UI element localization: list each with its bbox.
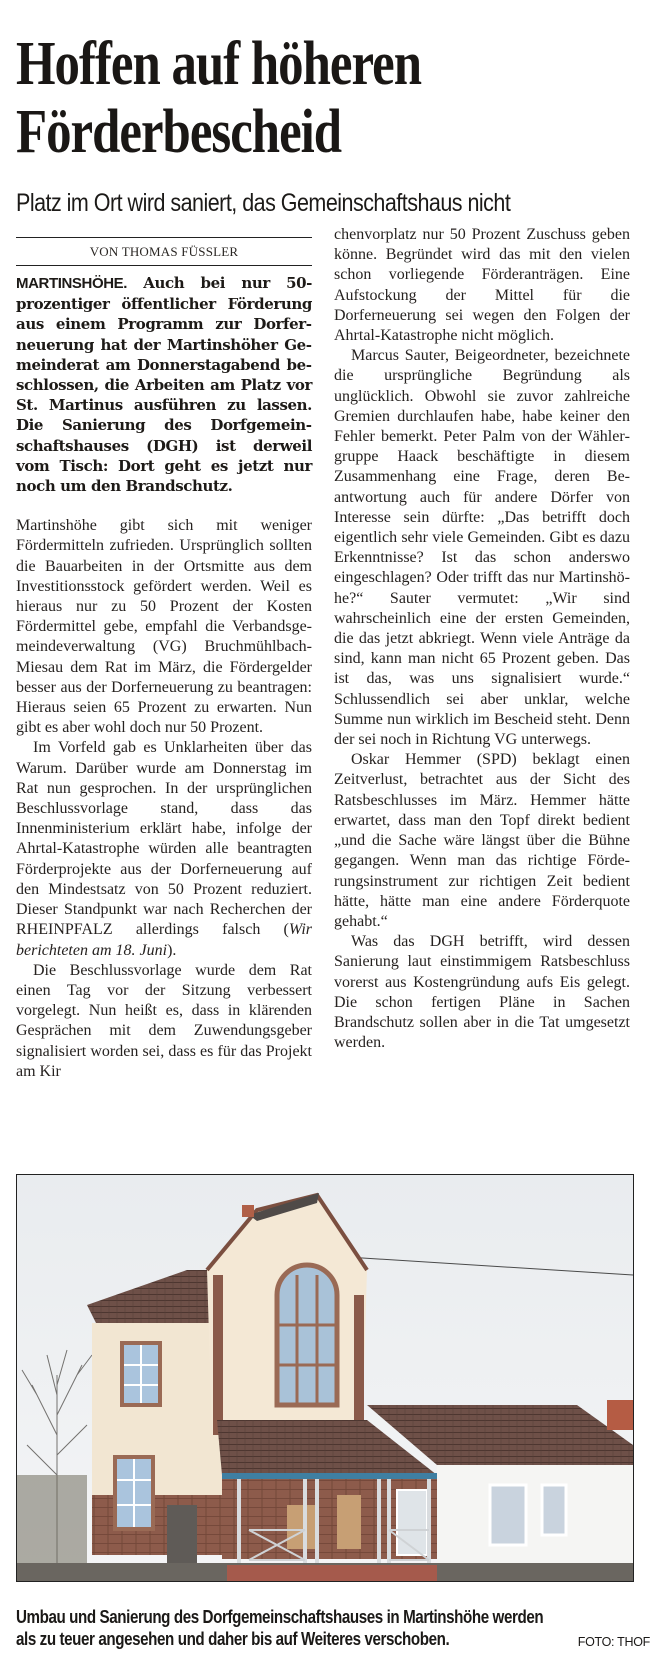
chimney — [242, 1205, 254, 1217]
article-column-1 — [16, 273, 312, 1082]
body-paragraph: chenvorplatz nur 50 Prozent Zuschuss geben könne. Begründet wird das mit den vielen schon vorliegende Förderanträgen. Eine Aufstockung der Mittel für die Dorferneuerung sei wegen den Folgen der Ahrtal-Katastrophe nicht möglich. — [334, 226, 630, 345]
caption-line-1: Umbau und Sanierung des Dorfgemeinschaftshauses in Martinshöhe werden — [16, 1606, 544, 1627]
body-paragraph — [16, 738, 312, 960]
body-paragraph-text: Im Vorfeld gab es Unklarheiten über das Warum. Darüber wurde am Donnerstag im Rat nun gesprochen. In der ursprünglichen Beschlussvorlage stand, dass das Innenministerium erklärt habe, infolge der Ahrtal-Katastrophe würden alle beantragten Förderprojekte aus der Dorferneuerung auf den Mindestsatz von 50 Prozent reduziert. Dieser Standpunkt war nach Recherchen der RHEINPFALZ allerdings falsch ( — [16, 739, 312, 939]
body-paragraph: Marcus Sauter, Beigeordneter, bezeichnete die ursprüngliche Begründung als unglücklich. Obwohl sie zuvor zahlreiche Gremien durchlaufen habe, habe keiner den Fehler bemerkt. Peter Palm von der Wählergruppe Haack beschäftigte in diesem Zusammenhang eine Frage, deren Beantwortung auch für andere Dörfer von Interesse sein dürfte: „Das betrifft doch eigentlich sehr viele Gemeinden. Gibt es dazu Erkenntnisse? Ist das schon anderswo eingeschlagen? Oder trifft das nur Martinshöhe?“ Sauter vermutet: „Wir sind wahrscheinlich eine der ersten Gemeinden, die das jetzt abkriegt. Wenn viele Anträge da sind, kann man nicht 65 Prozent geben. Das ist das, was uns signalisiert wurde.“ Schlussendlich sei aber unklar, welche Summe nun wirklich im Bescheid steht. Denn der sei noch in Richtung VG unterwegs. — [334, 347, 630, 749]
entrance-door — [397, 1490, 427, 1555]
caption-line-2: als zu teuer angesehen und daher bis auf Weiteres verschoben. — [16, 1628, 450, 1649]
dateline: MARTINSHÖHE. — [16, 275, 128, 292]
boarded-door — [337, 1495, 361, 1549]
subheadline: Platz im Ort wird saniert, das Gemeinschaftshaus nicht — [16, 189, 511, 217]
body-paragraph: Die Beschlussvorlage wurde dem Rat einen Tag vor der Sitzung verbessert vorgelegt. Nun heißt es, dass in klärenden Gesprächen mit dem Zuwendungsgeber signalisiert worden sei, dass es für das Projekt am Kir — [16, 961, 312, 1080]
stairs — [167, 1505, 197, 1565]
body-paragraph: Was das DGH betrifft, wird dessen Sanierung laut einstimmigem Ratsbeschluss vorerst aus Kostengründung aufs Eis gelegt. Die schon fertigen Pläne in Sachen Brandschutz sollen aber in die Tat umgesetzt werden. — [334, 933, 630, 1052]
citation-close: ). — [167, 941, 177, 959]
headline — [16, 30, 541, 166]
headline-line-1: Hoffen auf höheren — [16, 30, 422, 98]
headline-line-2: Förderbescheid — [16, 98, 342, 166]
body-paragraph: Martinshöhe gibt sich mit weniger Fördermitteln zufrieden. Ursprünglich sollten die Bauarbeiten in der Ortsmitte aus dem Investitionsstock gefördert werden. Weil es hieraus nur zu 50 Prozent der Kosten Fördermittel gebe, empfahl die Verbandsgemeindeverwaltung (VG) Bruchmühlbach-Miesau dem Rat im März, die Fördergelder besser aus der Dorferneuerung zu beantragen: Hieraus seien 65 Prozent zu erwarten. Nun gibt es aber wohl doch nur 50 Prozent. — [16, 517, 312, 737]
article-column-2 — [334, 225, 630, 1053]
right-wing-wall — [437, 1465, 633, 1565]
lead-paragraph — [16, 273, 312, 496]
citation-reference: Wir berichteten am 18. Juni — [16, 921, 312, 959]
photo-credit: FOTO: THOF — [577, 1635, 650, 1649]
porch-fascia — [222, 1473, 437, 1479]
photo-caption — [16, 1606, 623, 1650]
left-wing-plinth — [92, 1495, 222, 1555]
boarded-door — [287, 1505, 315, 1549]
lead-text: Auch bei nur 50-prozentiger öffentlicher Förderung aus einem Programm zur Dorferneuerung hat der Martinshöher Gemeinderat am Donnerstagabend beschlossen, die Arbeiten am Platz vor St. Martinus ausführen zu lassen. Die Sanierung des Dorfgemeinschaftshauses (DGH) ist derweil vom Tisch: Dort geht es jetzt nur noch um den Brandschutz. — [16, 274, 312, 496]
body-paragraph: Oskar Hemmer (SPD) beklagt einen Zeitverlust, betrachtet aus der Sicht des Ratsbeschlusses im März. Hemmer hätte erwartet, dass man den Topf direkt bedient „und die Sache wäre längst über die Bühne gegangen. Wenn man das richtige Förderungsinstrument zur richtigen Zeit bedient hätte, hätte man eine andere Förderquote gehabt.“ — [334, 751, 630, 930]
arched-window — [277, 1265, 337, 1405]
byline: VON THOMAS FÜSSLER — [16, 237, 312, 266]
photo-community-house — [16, 1174, 634, 1582]
building-illustration — [17, 1175, 633, 1581]
